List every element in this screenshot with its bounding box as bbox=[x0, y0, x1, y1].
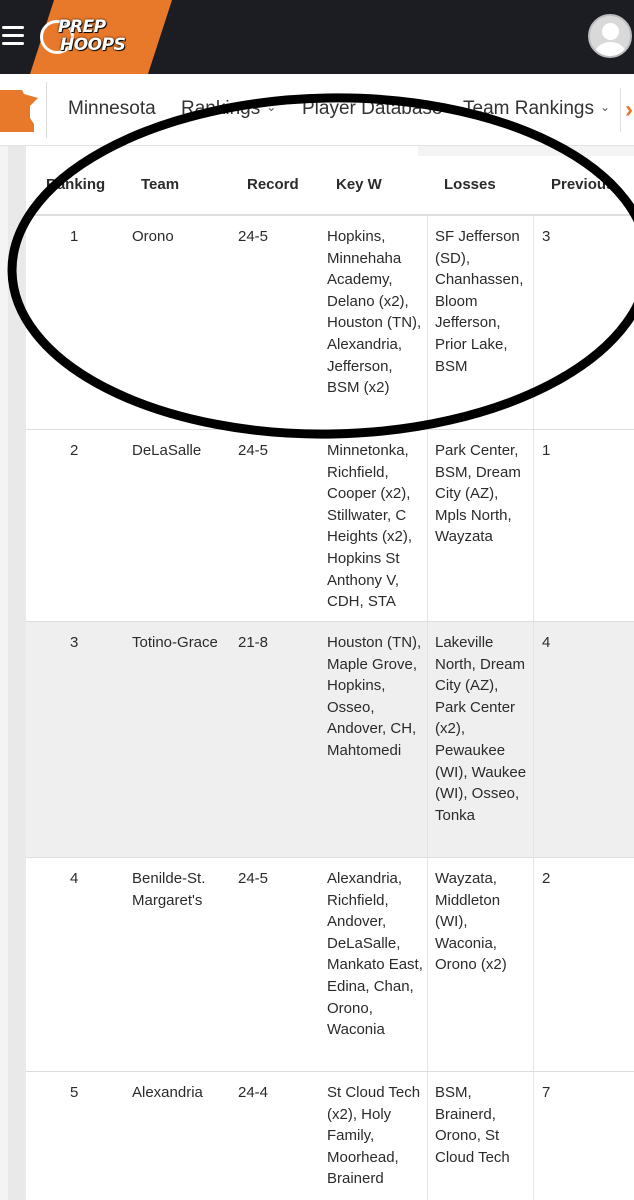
previous-cell: 1 bbox=[542, 442, 551, 459]
col-header-previous[interactable]: Previous bbox=[551, 176, 615, 193]
team-cell: Alexandria bbox=[132, 1084, 203, 1101]
previous-cell: 7 bbox=[542, 1084, 551, 1101]
losses-cell: Lakeville North, Dream City (AZ), Park Center (x2), Pewaukee (WI), Waukee (WI), Osseo, Tonka bbox=[435, 634, 527, 824]
record-cell: 24-5 bbox=[238, 442, 269, 459]
rank-cell: 5 bbox=[70, 1084, 79, 1101]
nav-item-player-database[interactable]: Player Database bbox=[302, 98, 443, 119]
prep-hoops-logo[interactable] bbox=[40, 18, 132, 56]
key-wins-cell: St Cloud Tech (x2), Holy Family, Moorhead, Brainerd bbox=[327, 1084, 421, 1188]
col-header-record[interactable]: Record bbox=[247, 176, 299, 193]
rank-cell: 2 bbox=[70, 442, 79, 459]
nav-item-rankings[interactable]: Rankings ⌄ bbox=[181, 98, 277, 119]
table-row bbox=[26, 1072, 634, 1200]
chevron-down-icon: ⌄ bbox=[599, 100, 611, 114]
table-row bbox=[26, 858, 634, 1072]
col-header-ranking[interactable]: Ranking bbox=[46, 176, 106, 193]
record-cell: 24-4 bbox=[238, 1084, 269, 1101]
nav-item-minnesota[interactable]: Minnesota bbox=[68, 98, 156, 119]
nav-divider bbox=[46, 82, 47, 138]
table-top-strip bbox=[26, 146, 418, 156]
previous-cell: 3 bbox=[542, 228, 551, 245]
previous-cell: 2 bbox=[542, 870, 551, 887]
record-cell: 24-5 bbox=[238, 870, 269, 887]
col-header-key-w[interactable]: Key W bbox=[336, 176, 382, 193]
col-header-team[interactable]: Team bbox=[141, 176, 180, 193]
key-wins-cell: Houston (TN), Maple Grove, Hopkins, Osseo, Andover, CH, Mahtomedi bbox=[327, 634, 422, 759]
rank-cell: 4 bbox=[70, 870, 79, 887]
top-header bbox=[0, 0, 634, 74]
chevron-down-icon: ⌄ bbox=[266, 100, 277, 114]
logo-wordmark: PREP HOOPS bbox=[58, 17, 126, 55]
table-row bbox=[26, 430, 634, 622]
team-cell: Totino-Grace bbox=[132, 634, 218, 651]
record-cell: 21-8 bbox=[238, 634, 269, 651]
left-gutter bbox=[8, 146, 26, 1200]
record-cell: 24-5 bbox=[238, 228, 269, 245]
team-cell: Benilde-St. Margaret's bbox=[132, 870, 206, 909]
section-nav bbox=[0, 74, 634, 146]
nav-scroll-right-icon[interactable]: › bbox=[620, 88, 634, 132]
losses-cell: Park Center, BSM, Dream City (AZ), Mpls North, Wayzata bbox=[435, 442, 521, 546]
team-cell: Orono bbox=[132, 228, 174, 245]
nav-item-team-rankings[interactable]: Team Rankings ⌄ bbox=[463, 98, 611, 119]
table-row bbox=[26, 622, 634, 858]
losses-cell: BSM, Brainerd, Orono, St Cloud Tech bbox=[435, 1084, 510, 1166]
previous-cell: 4 bbox=[542, 634, 551, 651]
key-wins-cell: Alexandria, Richfield, Andover, DeLaSalle, Mankato East, Edina, Chan, Orono, Waconia bbox=[327, 870, 423, 1039]
minnesota-state-icon[interactable] bbox=[0, 88, 40, 134]
key-wins-cell: Minnetonka, Richfield, Cooper (x2), Stillwater, C Heights (x2), Hopkins St Anthony V, CDH, STA bbox=[327, 442, 413, 611]
rank-cell: 1 bbox=[70, 228, 79, 245]
key-wins-cell: Hopkins, Minnehaha Academy, Delano (x2), Houston (TN), Alexandria, Jefferson, BSM (x2) bbox=[327, 228, 422, 397]
losses-cell: Wayzata, Middleton (WI), Waconia, Orono (x2) bbox=[435, 870, 507, 974]
hamburger-menu-icon[interactable] bbox=[2, 26, 24, 46]
table-row bbox=[26, 216, 634, 430]
team-cell: DeLaSalle bbox=[132, 442, 202, 459]
losses-cell: SF Jefferson (SD), Chanhassen, Bloom Jefferson, Prior Lake, BSM bbox=[435, 228, 524, 375]
rank-cell: 3 bbox=[70, 634, 79, 651]
col-header-losses[interactable]: Losses bbox=[444, 176, 496, 193]
user-avatar-icon[interactable] bbox=[588, 14, 632, 58]
